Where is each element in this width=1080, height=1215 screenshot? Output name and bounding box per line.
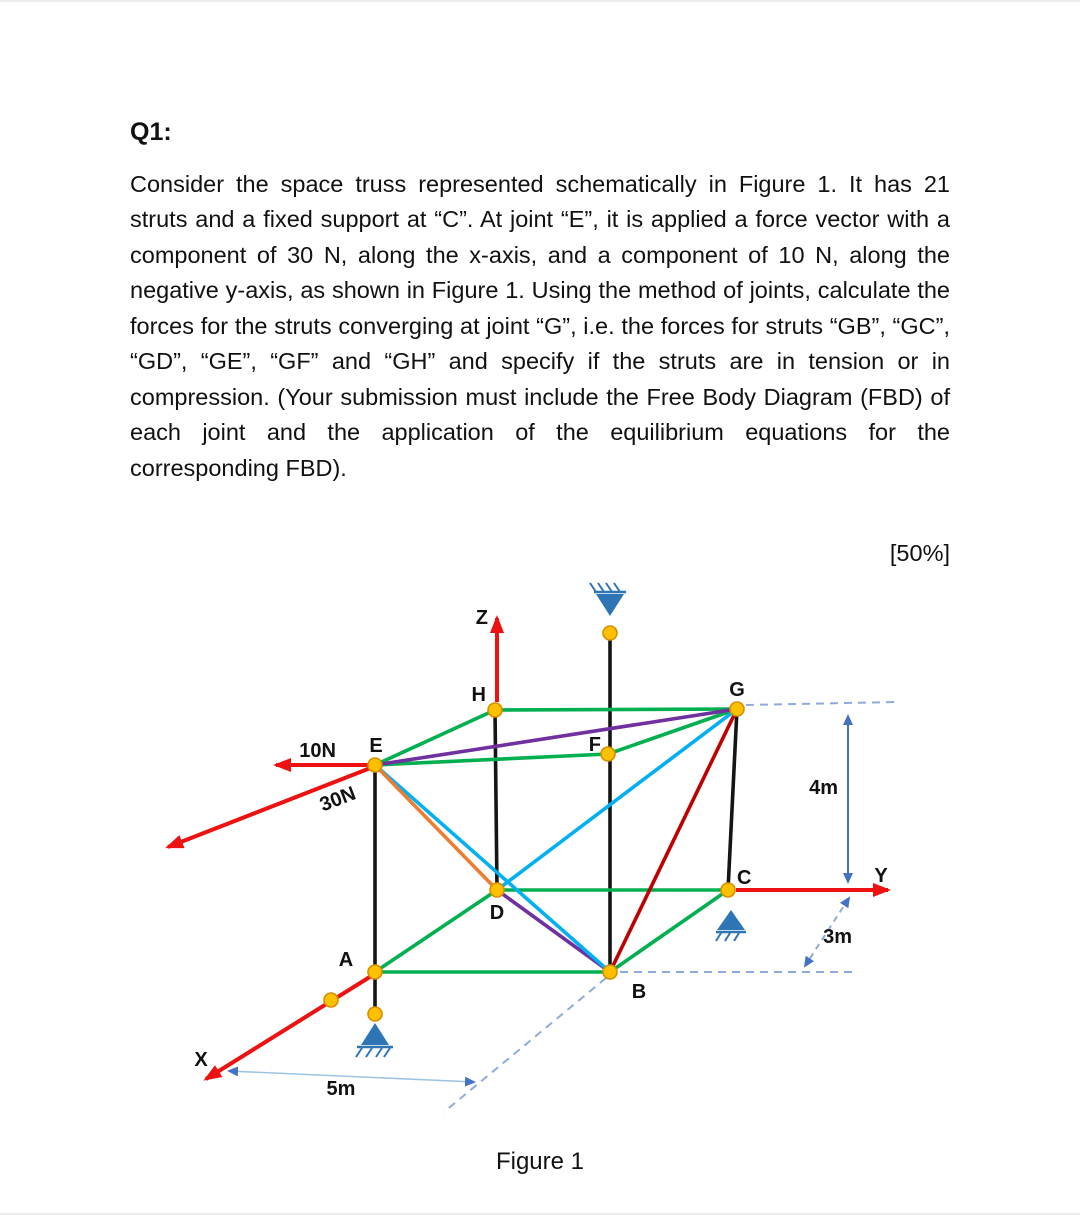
dashed-line-from-g	[746, 702, 897, 705]
question-label: Q1:	[130, 118, 172, 146]
joint-C	[721, 883, 735, 897]
joint-A	[368, 965, 382, 979]
member-HG	[495, 709, 737, 710]
question-text: Consider the space truss represented schematically in Figure 1. It has 21 struts and a fixed support at “C”. At joint “E”, it is applied a force vector with a component of 30 N, along the x-axis, and a component of 10 N, along the negative y-axis, as shown in Figure 1. Using the method of joints, calculate the forces for the struts converging at joint “G”, i.e. the forces for struts “GB”, “GC”, “GD”, “GE”, “GF” and “GH” and specify if the struts are in tension or in compression. (Your submission must include the Free Body Diagram (FBD) of each joint and the application of the equilibrium equations for the corresponding FBD).	[130, 171, 950, 481]
member-EB	[375, 765, 610, 972]
figure-caption: Figure 1	[495, 1148, 585, 1175]
joint-H	[488, 703, 502, 717]
joint-G	[730, 702, 744, 716]
joint-h-label: H	[471, 684, 486, 706]
top-roller-support	[590, 583, 626, 616]
dashed-line-b-to-origin	[444, 978, 606, 1112]
joint-bottom-support	[368, 1007, 382, 1021]
marks-label: [50%]	[889, 540, 950, 566]
truss-figure	[0, 2, 1080, 1213]
joint-g-label: G	[729, 679, 745, 701]
joint-d-label: D	[489, 902, 505, 924]
joint-a-label: A	[338, 949, 354, 971]
dim-3m-label: 3m	[823, 926, 852, 948]
joint-e-label: E	[369, 735, 383, 757]
dim-5m-label: 5m	[326, 1078, 356, 1100]
member-GC	[728, 709, 737, 890]
force-10n-label: 10N	[299, 740, 336, 762]
z-axis-label: Z	[475, 607, 488, 629]
member-ED	[375, 765, 497, 890]
joint-c-label: C	[737, 867, 752, 889]
member-HD	[495, 710, 497, 890]
member-GD	[497, 709, 737, 890]
x-axis-label: X	[194, 1049, 208, 1071]
member-AD	[375, 890, 497, 972]
joint-F	[601, 747, 615, 761]
force-30n-label: 30N	[316, 782, 359, 817]
joint-x-axis-node	[324, 993, 338, 1007]
joint-b-label: B	[631, 981, 647, 1003]
joint-f-label: F	[588, 734, 601, 756]
joint-top-support	[603, 626, 617, 640]
member-DB	[497, 890, 610, 972]
bottom-pin-support	[356, 1023, 393, 1057]
joint-D	[490, 883, 504, 897]
y-axis-label: Y	[874, 865, 888, 887]
joint-E	[368, 758, 382, 772]
c-fixed-support	[716, 910, 746, 941]
member-BC	[610, 890, 728, 972]
x-axis-arrow	[206, 975, 373, 1079]
joint-B	[603, 965, 617, 979]
dim-4m-label: 4m	[809, 777, 838, 799]
